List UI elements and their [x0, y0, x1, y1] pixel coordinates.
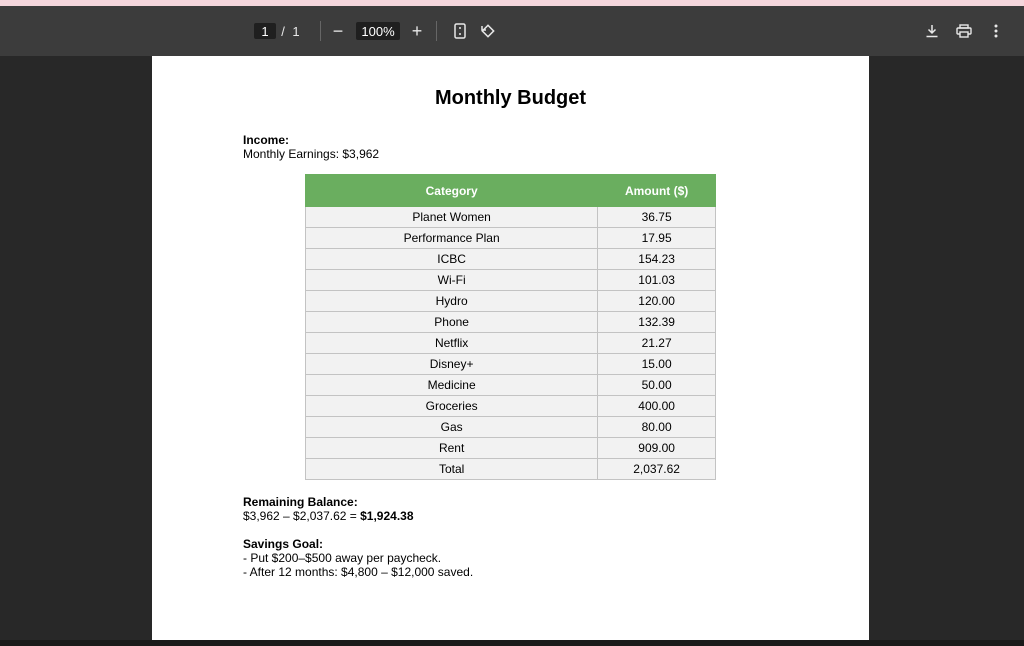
amount-cell: 132.39	[598, 312, 716, 333]
column-header-amount: Amount ($)	[598, 175, 716, 207]
zoom-out-button[interactable]: −	[332, 20, 344, 41]
category-cell: Groceries	[306, 396, 598, 417]
pdf-viewer-area[interactable]	[0, 56, 1024, 646]
income-line: Monthly Earnings: $3,962	[243, 147, 380, 161]
table-row	[306, 417, 716, 438]
remaining-heading: Remaining Balance:	[243, 495, 358, 509]
page-total: 1	[292, 23, 300, 39]
savings-heading: Savings Goal:	[243, 537, 324, 551]
table-row	[306, 354, 716, 375]
remaining-formula: $3,962 – $2,037.62 =	[243, 509, 361, 523]
category-cell: Total	[306, 459, 598, 480]
zoom-level-input[interactable]: 100%	[356, 22, 400, 40]
amount-cell: 154.23	[598, 249, 716, 270]
savings-goal-section	[243, 537, 473, 579]
table-row	[306, 291, 716, 312]
amount-cell: 400.00	[598, 396, 716, 417]
download-button[interactable]	[919, 18, 945, 44]
table-row	[306, 249, 716, 270]
document-title: Monthly Budget	[434, 87, 587, 109]
table-row	[306, 375, 716, 396]
table-header-row	[306, 175, 716, 207]
category-cell: Rent	[306, 438, 598, 459]
pdf-page	[152, 56, 869, 642]
table-row	[306, 312, 716, 333]
amount-cell: 21.27	[598, 333, 716, 354]
category-cell: Netflix	[306, 333, 598, 354]
table-row	[306, 459, 716, 480]
category-cell: Disney+	[306, 354, 598, 375]
remaining-line	[243, 509, 414, 523]
more-options-button[interactable]	[983, 18, 1009, 44]
table-row	[306, 270, 716, 291]
column-header-category: Category	[306, 175, 598, 207]
amount-cell: 909.00	[598, 438, 716, 459]
income-heading: Income:	[243, 133, 290, 147]
download-icon	[925, 24, 939, 38]
table-row	[306, 207, 716, 228]
income-section	[243, 133, 379, 161]
remaining-result: $1,924.38	[360, 509, 414, 523]
pdf-toolbar	[0, 6, 1024, 56]
amount-cell: 80.00	[598, 417, 716, 438]
table-row	[306, 333, 716, 354]
rotate-icon	[480, 23, 496, 39]
print-button[interactable]	[951, 18, 977, 44]
category-cell: Phone	[306, 312, 598, 333]
toolbar-divider	[320, 21, 321, 41]
rotate-button[interactable]	[475, 18, 501, 44]
savings-line: - Put $200–$500 away per paycheck.	[243, 551, 442, 565]
page-separator: /	[281, 23, 285, 39]
remaining-balance-section	[243, 495, 414, 523]
more-vert-icon	[994, 24, 998, 38]
fit-page-button[interactable]	[447, 18, 473, 44]
category-cell: Gas	[306, 417, 598, 438]
amount-cell: 2,037.62	[598, 459, 716, 480]
category-cell: Wi-Fi	[306, 270, 598, 291]
amount-cell: 36.75	[598, 207, 716, 228]
category-cell: Performance Plan	[306, 228, 598, 249]
category-cell: ICBC	[306, 249, 598, 270]
zoom-in-button[interactable]: +	[411, 20, 423, 41]
print-icon	[956, 24, 972, 38]
fit-page-icon	[453, 23, 467, 39]
table-row	[306, 228, 716, 249]
table-row	[306, 438, 716, 459]
savings-line: - After 12 months: $4,800 – $12,000 saved.	[243, 565, 474, 579]
window-bottom-edge	[0, 640, 1024, 646]
table-row	[306, 396, 716, 417]
category-cell: Hydro	[306, 291, 598, 312]
budget-table	[305, 174, 716, 480]
toolbar-divider	[436, 21, 437, 41]
page-number-input[interactable]: 1	[254, 23, 276, 39]
category-cell: Medicine	[306, 375, 598, 396]
amount-cell: 17.95	[598, 228, 716, 249]
amount-cell: 50.00	[598, 375, 716, 396]
amount-cell: 101.03	[598, 270, 716, 291]
category-cell: Planet Women	[306, 207, 598, 228]
amount-cell: 15.00	[598, 354, 716, 375]
amount-cell: 120.00	[598, 291, 716, 312]
